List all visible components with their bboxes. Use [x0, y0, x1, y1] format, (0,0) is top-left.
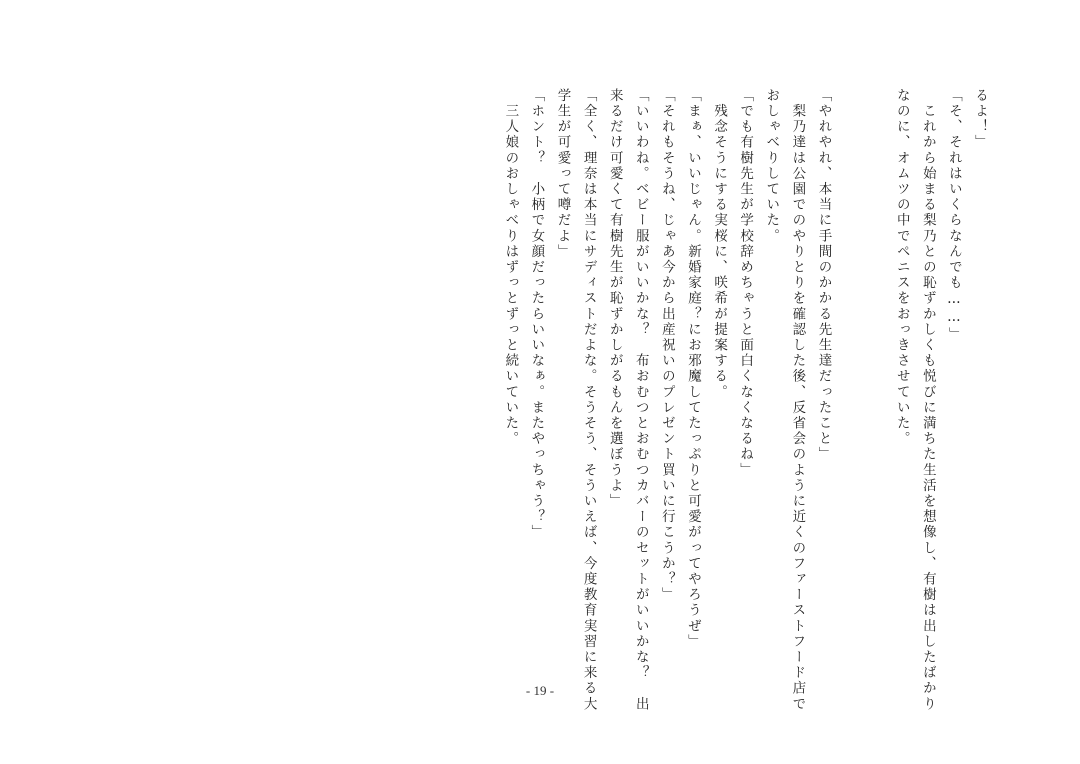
- page-number: - 19 -: [525, 683, 555, 698]
- text-line: これから始まる梨乃との恥ずかしくも悦びに満ちた生活を想像し、有樹は出したばかり: [919, 88, 936, 712]
- text-line: 「ホント？ 小柄で女顔だったらいいなぁ。またやっちゃう？」: [528, 88, 545, 541]
- text-line: なのに、オムツの中でペニスをおっきさせていた。: [893, 88, 910, 447]
- text-line: 三人娘のおしゃべりはずっとずっと続いていた。: [502, 88, 519, 447]
- text-line: 梨乃達は公園でのやりとりを確認した後、反省会のように近くのファーストフード店で: [789, 88, 806, 712]
- text-line: 「でも有樹先生が学校辞めちゃうと面白くなくなるね」: [737, 88, 754, 478]
- text-line: 「いいわね。ベビー服がいいかな？ 布おむつとおむつカバーのセットがいいかな？ 出: [632, 88, 649, 712]
- blank-line: [841, 88, 858, 688]
- text-line: 「それもそうね、じゃあ今から出産祝いのプレゼント買いに行こうか？」: [658, 88, 675, 603]
- text-line: 来るだけ可愛くて有樹先生が恥ずかしがるもんを選ぼうよ」: [606, 88, 623, 510]
- text-line: 「全く、理奈は本当にサディストだよな。そうそう、そういえば、今度教育実習に来る大: [580, 88, 597, 712]
- blank-line: [867, 88, 884, 688]
- text-line: 「そ、それはいくらなんでも……」: [945, 88, 962, 343]
- text-line: おしゃべりしていた。: [763, 88, 780, 244]
- text-line: るよ！」: [972, 88, 988, 151]
- text-line: 学生が可愛って噂だよ」: [554, 88, 571, 260]
- text-line: 残念そうにする実桜に、咲希が提案する。: [711, 88, 728, 400]
- text-line: 「まぁ、いいじゃん。新婚家庭？にお邪魔してたっぷりと可愛がってやろうぜ」: [684, 88, 701, 650]
- text-line: 「やれやれ、本当に手間のかかる先生達だったこと」: [815, 88, 832, 463]
